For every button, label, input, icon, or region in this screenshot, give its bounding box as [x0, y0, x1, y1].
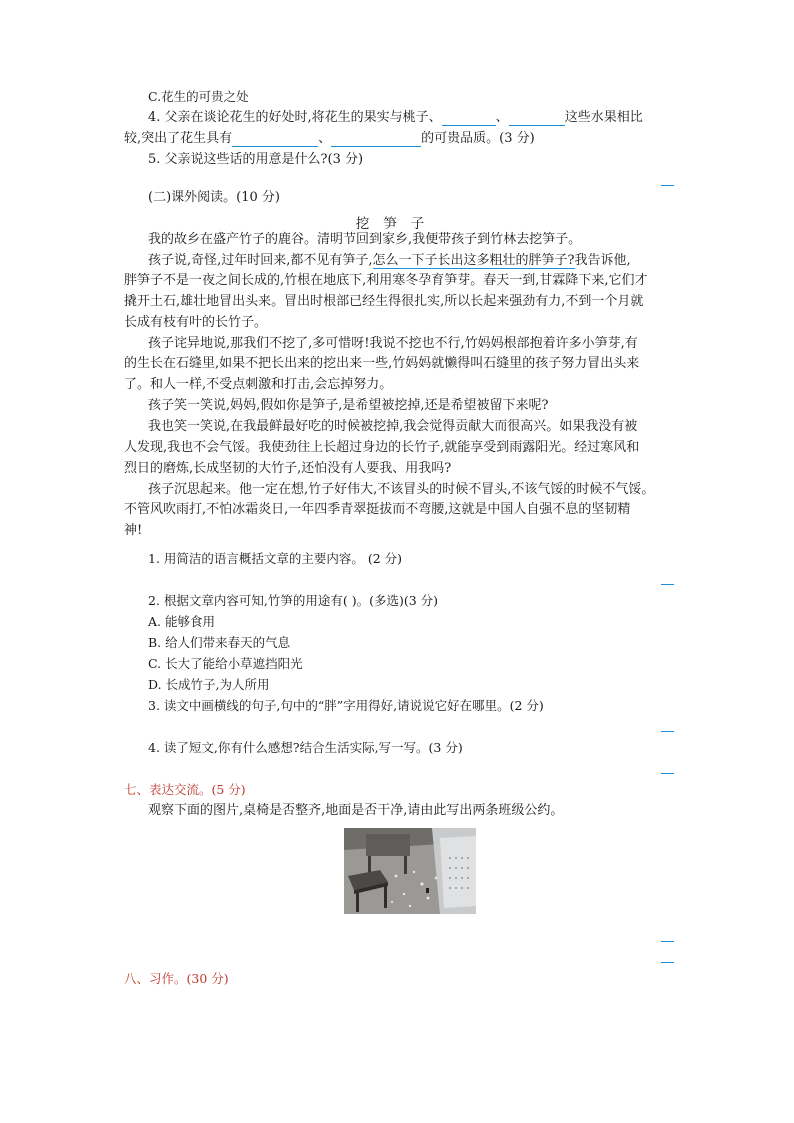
section-7-prompt: 观察下面的图片,桌椅是否整齐,地面是否干净,请由此写出两条班级公约。 — [148, 803, 564, 818]
section-8-heading: 八、习作。(30 分) — [124, 971, 229, 986]
passage-paragraph — [148, 253, 631, 269]
passage-line: 撬开土石,雄壮地冒出头来。冒出时根部已经生得很扎实,所以长起来强劲有力,不到一个月就 — [124, 294, 644, 309]
reading-question-2: 2. 根据文章内容可知,竹笋的用途有( )。(多选)(3 分) — [148, 593, 439, 608]
passage-paragraph: 孩子笑一笑说,妈妈,假如你是笋子,是希望被挖掉,还是希望被留下来呢? — [148, 398, 549, 413]
reading-question-3: 3. 读文中画横线的句子,句中的“胖”字用得好,请说说它好在哪里。(2 分) — [148, 698, 544, 713]
choice-a: A. 能够食用 — [148, 614, 215, 629]
question-4-sep-2: 、 — [318, 131, 332, 146]
question-4-line-1 — [148, 110, 643, 126]
option-c: C.花生的可贵之处 — [148, 89, 249, 104]
passage-paragraph: 孩子沉思起来。他一定在想,竹子好伟大,不该冒头的时候不冒头,不该气馁的时候不气馁。 — [148, 482, 655, 497]
classroom-photo — [344, 828, 476, 914]
passage-paragraph: 孩子诧异地说,那我们不挖了,多可惜呀!我说不挖也不行,竹妈妈根部抱着许多小笋芽,有 — [148, 336, 638, 351]
answer-line[interactable] — [661, 584, 674, 585]
answer-line[interactable] — [661, 941, 674, 942]
underlined-sentence: 怎么一下子长出这多粗壮的胖笋子? — [372, 253, 575, 268]
classroom-photo-illustration — [344, 828, 476, 914]
passage-line: 神! — [124, 523, 143, 538]
answer-blank[interactable] — [232, 132, 318, 147]
passage-line: 人发现,我也不会气馁。我使劲往上长超过身边的长竹子,就能享受到雨露阳光。经过寒风和 — [124, 440, 640, 455]
passage-paragraph: 我的故乡在盛产竹子的鹿谷。清明节回到家乡,我便带孩子到竹林去挖笋子。 — [148, 232, 582, 247]
answer-line[interactable] — [661, 185, 674, 186]
question-5: 5. 父亲说这些话的用意是什么?(3 分) — [148, 152, 364, 167]
choice-d: D. 长成竹子,为人所用 — [148, 677, 270, 692]
passage-line: 的生长在石缝里,如果不把长出来的挖出来一些,竹妈妈就懒得叫石缝里的孩子努力冒出头来 — [124, 356, 640, 371]
passage-line: 不管风吹雨打,不怕冰霜炎日,一年四季青翠挺拔而不弯腰,这就是中国人自强不息的坚韧精 — [124, 502, 631, 517]
reading-question-1: 1. 用简洁的语言概括文章的主要内容。 (2 分) — [148, 551, 403, 566]
passage-line: 了。和人一样,不受点刺激和打击,会忘掉努力。 — [124, 377, 393, 392]
passage-line: 胖笋子不是一夜之间长成的,竹根在地底下,利用寒冬孕育笋芽。春天一到,甘霖降下来,它们才 — [124, 273, 648, 288]
question-4-sep: 、 — [495, 110, 509, 125]
answer-line[interactable] — [661, 773, 674, 774]
passage-text: 孩子说,奇怪,过年时回来,都不见有笋子, — [148, 253, 373, 268]
passage-paragraph: 我也笑一笑说,在我最鲜最好吃的时候被挖掉,我会觉得贡献大而很高兴。如果我没有被 — [148, 419, 638, 434]
question-4-text-d: 的可贵品质。(3 分) — [421, 131, 535, 146]
answer-blank[interactable] — [331, 132, 421, 147]
choice-b: B. 给人们带来春天的气息 — [148, 635, 291, 650]
question-4-text-c: 较,突出了花生具有 — [124, 131, 233, 146]
answer-blank[interactable] — [442, 111, 496, 126]
answer-line[interactable] — [661, 731, 674, 732]
section-7-heading: 七、表达交流。(5 分) — [124, 782, 246, 797]
answer-line[interactable] — [661, 962, 674, 963]
passage-line: 烈日的磨炼,长成坚韧的大竹子,还怕没有人要我、用我吗? — [124, 461, 452, 476]
reading-question-4: 4. 读了短文,你有什么感想?结合生活实际,写一写。(3 分) — [148, 740, 463, 755]
answer-blank[interactable] — [509, 111, 565, 126]
choice-c: C. 长大了能给小草遮挡阳光 — [148, 656, 303, 671]
passage-text: 我告诉他, — [574, 253, 631, 268]
passage-title: 挖笋子 — [355, 216, 439, 232]
question-4-text-a: 4. 父亲在谈论花生的好处时,将花生的果实与桃子、 — [148, 110, 442, 125]
passage-line: 长成有枝有叶的长竹子。 — [124, 315, 268, 330]
question-4-text-b: 这些水果相比 — [564, 110, 643, 125]
extra-reading-heading: (二)课外阅读。(10 分) — [148, 190, 280, 205]
question-4-line-2 — [124, 131, 535, 147]
